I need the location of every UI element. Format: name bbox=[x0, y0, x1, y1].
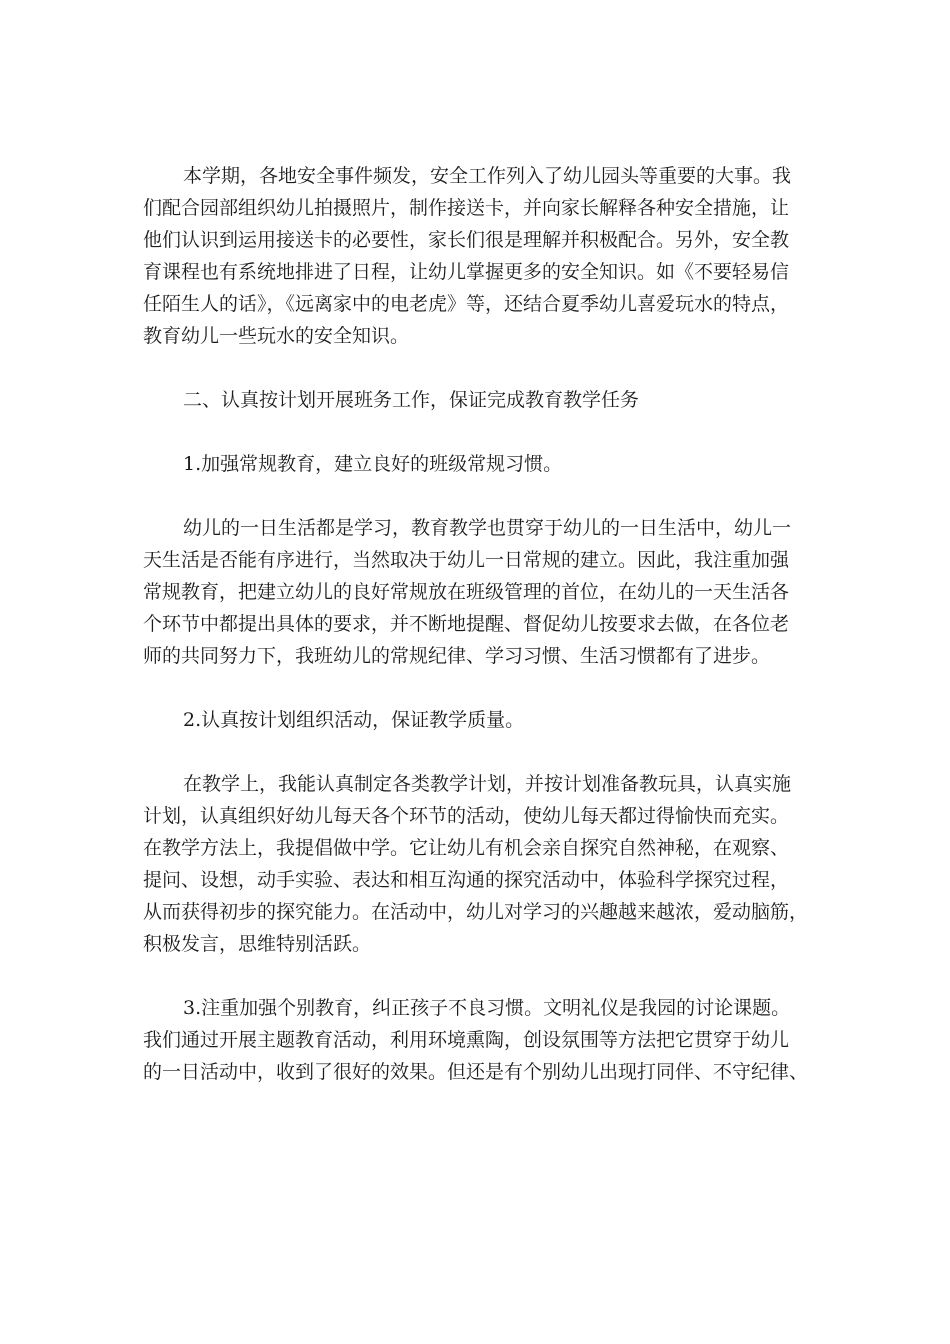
text-line: 常规教育，把建立幼儿的良好常规放在班级管理的首位，在幼儿的一天生活各 bbox=[143, 581, 790, 603]
text-line: 教育幼儿一些玩水的安全知识。 bbox=[143, 325, 410, 347]
subsection-heading-2 bbox=[143, 704, 829, 736]
document-body bbox=[143, 160, 829, 1088]
text-line: 在教学上，我能认真制定各类教学计划，并按计划准备教玩具，认真实施 bbox=[183, 773, 792, 795]
text-line: 提问、设想，动手实验、表达和相互沟通的探究活动中，体验科学探究过程， bbox=[143, 869, 790, 891]
subsection-heading-1 bbox=[143, 448, 829, 480]
paragraph-gap bbox=[143, 960, 829, 992]
paragraph-gap bbox=[143, 416, 829, 448]
paragraph-gap bbox=[143, 352, 829, 384]
text-line: 育课程也有系统地排进了日程，让幼儿掌握更多的安全知识。如《不要轻易信 bbox=[143, 261, 790, 283]
text-line: 从而获得初步的探究能力。在活动中，幼儿对学习的兴趣越来越浓，爱动脑筋， bbox=[143, 901, 809, 923]
paragraph-safety bbox=[143, 160, 829, 352]
paragraph-individual bbox=[143, 992, 829, 1088]
paragraph-gap bbox=[143, 736, 829, 768]
text-line: 积极发言，思维特别活跃。 bbox=[143, 933, 372, 955]
text-line: 天生活是否能有序进行，当然取决于幼儿一日常规的建立。因此，我注重加强 bbox=[143, 549, 790, 571]
text-line: 师的共同努力下，我班幼儿的常规纪律、学习习惯、生活习惯都有了进步。 bbox=[143, 645, 771, 667]
text-line: 计划，认真组织好幼儿每天各个环节的活动，使幼儿每天都过得愉快而充实。 bbox=[143, 805, 790, 827]
text-line: 在教学方法上，我提倡做中学。它让幼儿有机会亲自探究自然神秘，在观察、 bbox=[143, 837, 790, 859]
section-heading bbox=[143, 384, 829, 416]
text-line: 他们认识到运用接送卡的必要性，家长们很是理解并积极配合。另外，安全教 bbox=[143, 229, 790, 251]
text-line: 任陌生人的话》，《远离家中的电老虎》等，还结合夏季幼儿喜爱玩水的特点， bbox=[143, 293, 790, 315]
text-line: 1.加强常规教育，建立良好的班级常规习惯。 bbox=[183, 453, 563, 475]
paragraph-gap bbox=[143, 672, 829, 704]
text-line: 3.注重加强个别教育，纠正孩子不良习惯。文明礼仪是我园的讨论课题。 bbox=[183, 997, 791, 1019]
text-line: 个环节中都提出具体的要求，并不断地提醒、督促幼儿按要求去做，在各位老 bbox=[143, 613, 790, 635]
text-line: 的一日活动中，收到了很好的效果。但还是有个别幼儿出现打同伴、不守纪律、 bbox=[143, 1061, 809, 1083]
text-line: 我们通过开展主题教育活动，利用环境熏陶，创设氛围等方法把它贯穿于幼儿 bbox=[143, 1029, 790, 1051]
text-line: 们配合园部组织幼儿拍摄照片，制作接送卡，并向家长解释各种安全措施，让 bbox=[143, 197, 790, 219]
text-line: 二、认真按计划开展班务工作，保证完成教育教学任务 bbox=[183, 389, 640, 411]
text-line: 本学期，各地安全事件频发，安全工作列入了幼儿园头等重要的大事。我 bbox=[183, 165, 792, 187]
text-line: 幼儿的一日生活都是学习，教育教学也贯穿于幼儿的一日生活中，幼儿一 bbox=[183, 517, 792, 539]
text-line: 2.认真按计划组织活动，保证教学质量。 bbox=[183, 709, 525, 731]
paragraph-gap bbox=[143, 480, 829, 512]
paragraph-teaching bbox=[143, 768, 829, 960]
paragraph-routine bbox=[143, 512, 829, 672]
